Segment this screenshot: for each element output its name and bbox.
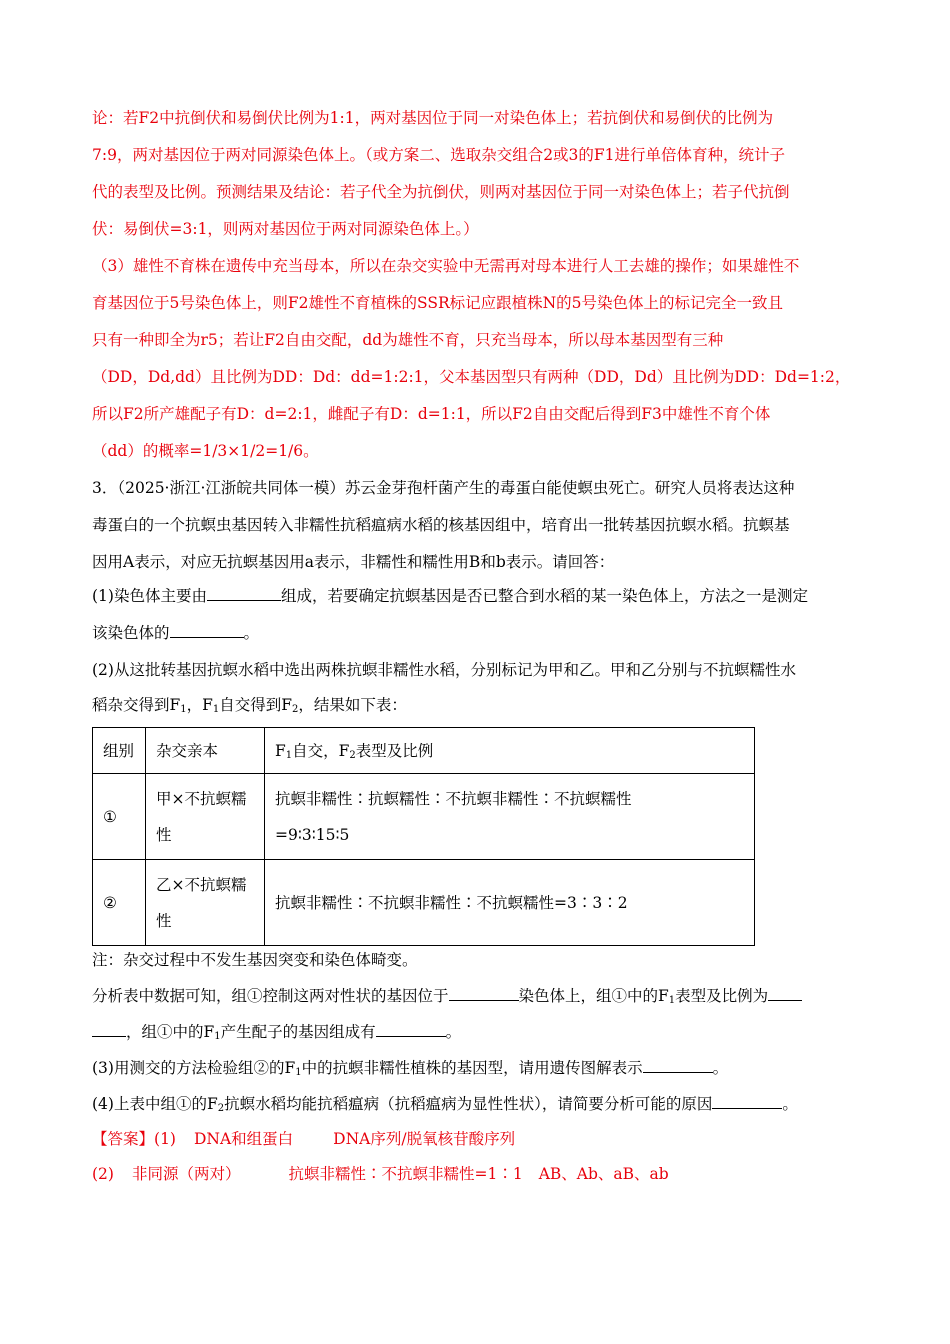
table-note: 注：杂交过程中不发生基因突变和染色体畸变。: [92, 951, 418, 969]
text: 抗螟非糯性∶不抗螟非糯性=1∶1: [288, 1165, 523, 1183]
answer-line-2: [92, 1164, 862, 1184]
table-row: [93, 774, 755, 860]
subscript: 2: [292, 704, 299, 715]
answer-blank[interactable]: [449, 986, 519, 1001]
answer-prev-line: （3）雄性不育株在遗传中充当母本，所以在杂交实验中无需再对母本进行人工去雄的操作；如果雄性不: [92, 257, 800, 275]
question-part-1: [92, 586, 862, 606]
question-part-3: [92, 1058, 862, 1078]
answer-prev-line: 代的表型及比例。预测结果及结论：若子代全为抗倒伏，则两对基因位于同一对染色体上；若子代抗倒: [92, 183, 790, 201]
cell-result: 抗螟非糯性∶不抗螟非糯性∶不抗螟糯性=3∶3∶2: [265, 860, 755, 946]
text: 产生配子的基因组成有: [220, 1023, 376, 1041]
question-part-2-cont: [92, 695, 862, 715]
text: ，F: [186, 696, 213, 714]
answer-blank[interactable]: [207, 586, 281, 601]
text: 。: [445, 1023, 462, 1041]
text: (1)染色体主要由: [92, 587, 207, 605]
answer-blank[interactable]: [170, 623, 244, 638]
header-result: [265, 728, 755, 774]
text: ，组①中的F: [126, 1023, 215, 1041]
text: 乙×不抗螟糯: [156, 875, 247, 894]
cell-result: [265, 774, 755, 860]
text: 非同源（两对）: [131, 1165, 241, 1183]
subscript: 1: [212, 704, 220, 715]
text: 表型及比例为: [675, 987, 769, 1005]
answer-prev-line: 论：若F2中抗倒伏和易倒伏比例为1:1，两对基因位于同一对染色体上；若抗倒伏和易倒伏的比例为: [92, 109, 774, 127]
text: 抗螟非糯性∶抗螟糯性∶不抗螟非糯性∶不抗螟糯性: [275, 789, 632, 808]
question-part-4: [92, 1094, 862, 1114]
subscript: 1: [285, 749, 293, 761]
text: 组成，若要确定抗螟基因是否已整合到水稻的某一染色体上，方法之一是测定: [280, 587, 808, 605]
header-parent: 杂交亲本: [146, 728, 265, 774]
answer-blank[interactable]: [643, 1058, 713, 1073]
answer-blank[interactable]: [92, 1022, 126, 1037]
answer-tag: 【答案】: [92, 1130, 155, 1148]
text: 。: [243, 624, 260, 642]
cell-parent: [146, 774, 265, 860]
cell-group: ②: [93, 860, 146, 946]
subscript: 1: [180, 704, 187, 715]
text: F: [275, 741, 286, 760]
text: (2): [92, 1165, 114, 1183]
subscript: 1: [668, 995, 676, 1006]
text: (4)上表中组①的F: [92, 1095, 218, 1113]
header-group: 组别: [93, 728, 146, 774]
answer-line-1: [92, 1129, 862, 1149]
answer-blank[interactable]: [712, 1094, 782, 1109]
table-header-row: [93, 728, 755, 774]
subscript: 2: [349, 749, 356, 761]
text: 该染色体的: [92, 624, 170, 642]
text: 中的抗螟非糯性植株的基因型，请用遗传图解表示: [301, 1059, 643, 1077]
text: 性: [156, 911, 172, 930]
answer-prev-line: 7:9，两对基因位于两对同源染色体上。（或方案二、选取杂交组合2或3的F1进行单倍体育种，统计子: [92, 146, 786, 164]
question-part-2: (2)从这批转基因抗螟水稻中选出两株抗螟非糯性水稻，分别标记为甲和乙。甲和乙分别与不抗螟糯性水: [92, 661, 796, 679]
text: 。: [712, 1059, 729, 1077]
question-intro-line: 因用A表示，对应无抗螟基因用a表示，非糯性和糯性用B和b表示。请回答：: [92, 553, 615, 571]
answer-prev-line: （DD，Dd,dd）且比例为DD：Dd：dd=1:2:1，父本基因型只有两种（DD，Dd）且比例为DD：Dd=1:2，: [92, 368, 851, 386]
text: ，结果如下表：: [298, 696, 407, 714]
answer-blank[interactable]: [376, 1022, 446, 1037]
text: =9∶3∶15∶5: [275, 825, 350, 844]
text: 分析表中数据可知，组①控制这两对性状的基因位于: [92, 987, 449, 1005]
text: 自交，F: [292, 741, 350, 760]
subscript: 2: [217, 1103, 225, 1114]
answer-prev-line: （dd）的概率=1/3×1/2=1/6。: [92, 442, 319, 460]
subscript: 1: [295, 1067, 302, 1078]
cell-group: ①: [93, 774, 146, 860]
analysis-line-cont: [92, 1022, 862, 1042]
text: (3)用测交的方法检验组②的F: [92, 1059, 296, 1077]
question-intro-line: 3．（2025·浙江·江浙皖共同体一模）苏云金芽孢杆菌产生的毒蛋白能使螟虫死亡。研究人员将表达这种: [92, 479, 795, 497]
text: 性: [156, 825, 172, 844]
text: AB、Ab、aB、ab: [538, 1165, 669, 1183]
cell-parent: [146, 860, 265, 946]
text: DNA序列/脱氧核苷酸序列: [333, 1130, 516, 1148]
question-part-1-cont: [92, 623, 862, 643]
text: 自交得到F: [219, 696, 293, 714]
text: 抗螟水稻均能抗稻瘟病（抗稻瘟病为显性性状），请简要分析可能的原因: [224, 1095, 713, 1113]
text: (1): [154, 1130, 176, 1148]
text: 稻杂交得到F: [92, 696, 181, 714]
text: 表型及比例: [355, 741, 434, 760]
table-row: [93, 860, 755, 946]
text: 染色体上，组①中的F: [518, 987, 669, 1005]
question-intro-line: 毒蛋白的一个抗螟虫基因转入非糯性抗稻瘟病水稻的核基因组中，培育出一批转基因抗螟水稻。抗螟基: [92, 516, 790, 534]
answer-prev-line: 所以F2所产雄配子有D：d=2:1，雌配子有D：d=1:1，所以F2自由交配后得到F3中雄性不育个体: [92, 405, 771, 423]
text: DNA和组蛋白: [193, 1130, 294, 1148]
analysis-line: [92, 986, 862, 1006]
answer-prev-line: 伏：易倒伏=3:1，则两对基因位于两对同源染色体上。）: [92, 220, 479, 238]
text: 甲×不抗螟糯: [156, 789, 247, 808]
subscript: 1: [214, 1031, 221, 1042]
text: 。: [782, 1095, 798, 1113]
results-table: [92, 727, 755, 946]
answer-prev-line: 育基因位于5号染色体上，则F2雄性不育植株的SSR标记应跟植株N的5号染色体上的标记完全一致且: [92, 294, 784, 312]
answer-blank[interactable]: [768, 986, 802, 1001]
answer-prev-line: 只有一种即全为r5；若让F2自由交配，dd为雄性不育，只充当母本，所以母本基因型有三种: [92, 331, 724, 349]
